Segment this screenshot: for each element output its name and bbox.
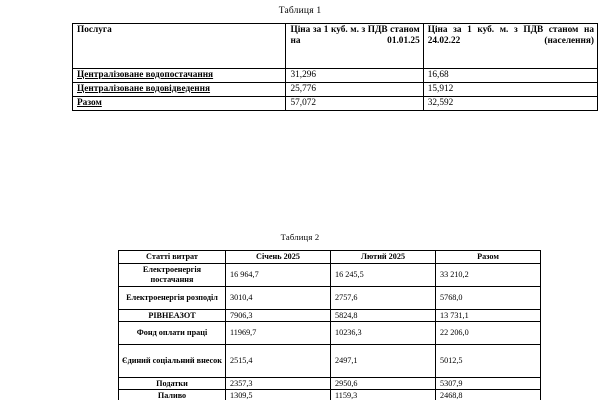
table1 bbox=[72, 23, 598, 111]
table2-row-feb: 16 245,5 bbox=[331, 264, 436, 287]
table2-row-label: Податки bbox=[119, 378, 226, 390]
table2-row-feb: 1159,3 bbox=[331, 390, 436, 400]
table1-row-price-2025: 25,776 bbox=[286, 83, 423, 97]
table1-caption: Таблиця 1 bbox=[278, 6, 322, 16]
table-row bbox=[119, 378, 541, 390]
table2-row-jan: 16 964,7 bbox=[226, 264, 331, 287]
table2-caption: Таблиця 2 bbox=[280, 232, 320, 242]
table2-row-jan: 2515,4 bbox=[226, 345, 331, 378]
table2-header-jan: Січень 2025 bbox=[226, 251, 331, 264]
table-row bbox=[73, 83, 598, 97]
table2-row-label: Фонд оплати праці bbox=[119, 322, 226, 345]
table2-row-feb: 2757,6 bbox=[331, 287, 436, 310]
table2-row-feb: 10236,3 bbox=[331, 322, 436, 345]
table2-row-jan: 11969,7 bbox=[226, 322, 331, 345]
table-row bbox=[119, 264, 541, 287]
table2-row-total: 13 731,1 bbox=[436, 310, 541, 322]
table2-row-total: 22 206,0 bbox=[436, 322, 541, 345]
table1-row-price-2025: 31,296 bbox=[286, 69, 423, 83]
table1-row-label: Разом bbox=[73, 97, 286, 111]
table2-header-item: Статті витрат bbox=[119, 251, 226, 264]
table1-row-price-2025: 57,072 bbox=[286, 97, 423, 111]
table-row bbox=[73, 97, 598, 111]
table-row bbox=[119, 345, 541, 378]
table1-header-service: Послуга bbox=[73, 24, 286, 69]
table-row bbox=[119, 310, 541, 322]
table2-row-total: 5768,0 bbox=[436, 287, 541, 310]
table2-row-label: Єдиний соціальний внесок bbox=[119, 345, 226, 378]
table1-row-price-2022: 32,592 bbox=[423, 97, 597, 111]
table1-header-price-2022: Ціна за 1 куб. м. з ПДВ станом на 24.02.22 (населення) bbox=[423, 24, 597, 69]
table2-row-total: 5012,5 bbox=[436, 345, 541, 378]
table2 bbox=[118, 250, 541, 400]
table2-row-label: Електроенергія постачання bbox=[119, 264, 226, 287]
table2-row-feb: 5824,8 bbox=[331, 310, 436, 322]
table1-block bbox=[0, 0, 600, 111]
table1-row-price-2022: 16,68 bbox=[423, 69, 597, 83]
table2-row-total: 2468,8 bbox=[436, 390, 541, 400]
table2-row-jan: 1309,5 bbox=[226, 390, 331, 400]
table2-header-row bbox=[119, 251, 541, 264]
table-row bbox=[73, 69, 598, 83]
table-row bbox=[119, 287, 541, 310]
table1-header-row bbox=[73, 24, 598, 69]
table1-header-price-2025: Ціна за 1 куб. м. з ПДВ станом на 01.01.25 bbox=[286, 24, 423, 69]
table2-row-label: Електроенергія розподіл bbox=[119, 287, 226, 310]
table2-row-jan: 2357,3 bbox=[226, 378, 331, 390]
table-row bbox=[119, 322, 541, 345]
table2-row-feb: 2497,1 bbox=[331, 345, 436, 378]
table2-header-feb: Лютий 2025 bbox=[331, 251, 436, 264]
table2-row-label: РІВНЕАЗОТ bbox=[119, 310, 226, 322]
table1-row-label: Централізоване водовідведення bbox=[73, 83, 286, 97]
table2-row-jan: 3010,4 bbox=[226, 287, 331, 310]
table2-row-total: 5307,9 bbox=[436, 378, 541, 390]
table2-row-total: 33 210,2 bbox=[436, 264, 541, 287]
table2-header-total: Разом bbox=[436, 251, 541, 264]
table-row bbox=[119, 390, 541, 400]
table1-row-label: Централізоване водопостачання bbox=[73, 69, 286, 83]
table1-row-price-2022: 15,912 bbox=[423, 83, 597, 97]
table2-block bbox=[0, 232, 600, 400]
table2-row-jan: 7906,3 bbox=[226, 310, 331, 322]
table2-row-feb: 2950,6 bbox=[331, 378, 436, 390]
table2-row-label: Паливо bbox=[119, 390, 226, 400]
